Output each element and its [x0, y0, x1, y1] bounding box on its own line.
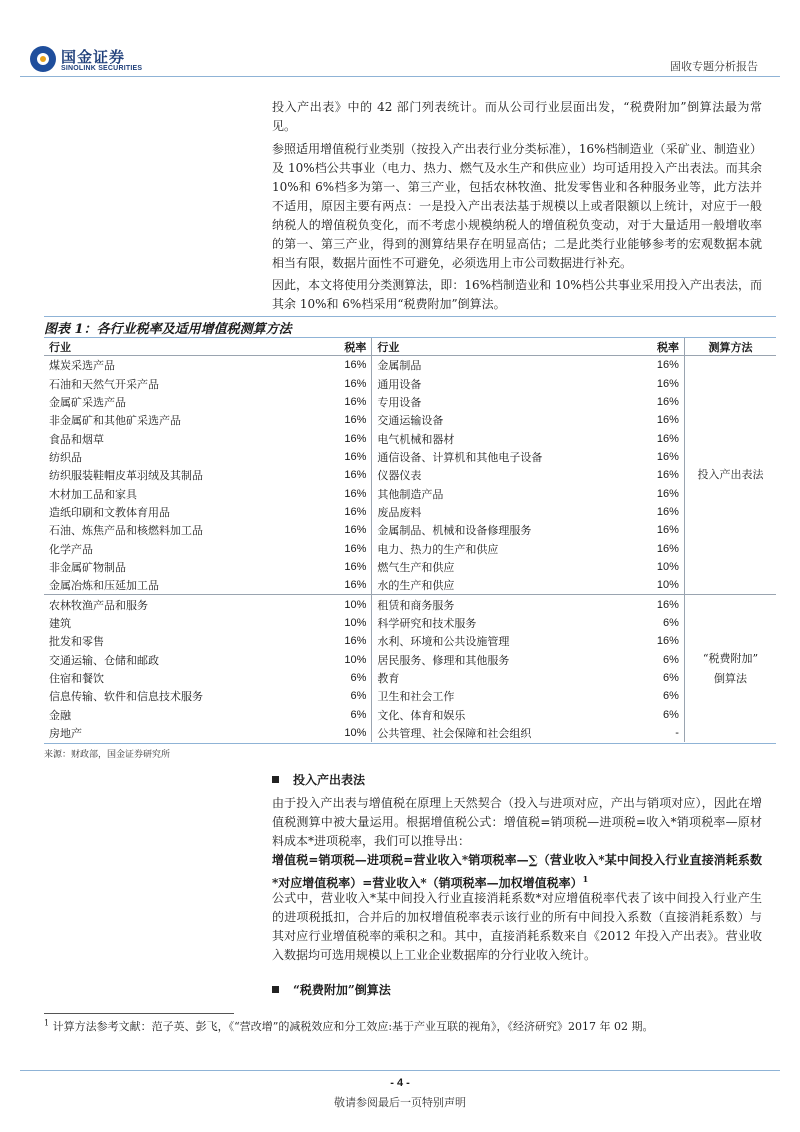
industry-cell: 专用设备	[377, 395, 422, 409]
industry-cell: 金属制品、机械和设备修理服务	[377, 524, 532, 538]
rate-cell: 16%	[626, 411, 684, 429]
rate-cell: 16%	[306, 374, 372, 392]
table-row	[44, 466, 776, 484]
rate-cell: 16%	[306, 393, 372, 411]
rate-cell: 6%	[626, 706, 684, 724]
industry-cell: 建筑	[49, 616, 71, 630]
industry-cell: 科学研究和技术服务	[377, 616, 477, 630]
rate-cell: 16%	[626, 429, 684, 447]
figure-title: 图表 1：各行业税率及适用增值税测算方法	[44, 322, 292, 337]
industry-cell: 居民服务、修理和其他服务	[377, 653, 510, 667]
table-row	[44, 576, 776, 595]
table-row	[44, 521, 776, 539]
rate-cell: 16%	[306, 484, 372, 502]
industry-cell: 金属制品	[377, 359, 422, 373]
rate-cell: 16%	[626, 632, 684, 650]
section1-paragraph-1: 由于投入产出表与增值税在原理上天然契合（投入与进项对应，产出与销项对应），因此在增值税测算中被大量运用。根据增值税公式：增值税=销项税—进项税=收入*销项税率—原材料成本*进项税率，我们可以推导出：	[272, 796, 762, 848]
industry-cell: 电力、热力的生产和供应	[377, 542, 499, 556]
table-row	[44, 429, 776, 447]
method-label: 倒算法	[713, 671, 747, 685]
footer-rule	[20, 1070, 780, 1071]
header-industry-right: 行业	[372, 338, 626, 356]
rate-cell: 16%	[626, 484, 684, 502]
table-row	[44, 669, 776, 687]
table-header-row	[44, 338, 776, 356]
table-row	[44, 539, 776, 557]
table-row	[44, 503, 776, 521]
table-row	[44, 687, 776, 705]
figure-top-rule	[44, 316, 776, 317]
paragraph-1: 投入产出表》中的 42 部门列表统计。而从公司行业层面出发，“税费附加”倒算法最为常见。	[272, 100, 762, 133]
table-row	[44, 614, 776, 632]
rate-cell: 6%	[626, 651, 684, 669]
industry-cell: 燃气生产和供应	[377, 560, 455, 574]
footnote: $^1$ 计算方法参考文献：范子英、彭飞，《“营改增”的减税效应和分工效应:基于产业互联的视角》，《经济研究》2017 年 02 期。	[44, 1018, 654, 1033]
company-name-cn: 国金证券	[61, 48, 126, 66]
rate-cell: 16%	[306, 576, 372, 595]
rate-cell: 16%	[306, 429, 372, 447]
industry-cell: 房地产	[49, 727, 82, 741]
table-row	[44, 484, 776, 502]
industry-cell: 文化、体育和娱乐	[377, 708, 466, 722]
rate-cell: 16%	[306, 448, 372, 466]
rate-cell: 16%	[306, 539, 372, 557]
table-row	[44, 411, 776, 429]
table-row	[44, 651, 776, 669]
industry-cell: 通用设备	[377, 377, 422, 391]
industry-cell: 交通运输、仓储和邮政	[49, 653, 159, 667]
rate-cell: 16%	[306, 356, 372, 375]
rate-cell: 16%	[306, 558, 372, 576]
industry-cell: 非金属矿和其他矿采选产品	[49, 414, 181, 428]
header-rule	[20, 76, 780, 77]
section-heading-io-method: 投入产出表法	[272, 771, 365, 788]
industry-cell: 造纸印刷和文教体育用品	[49, 505, 170, 519]
report-type: 固收专题分析报告	[670, 60, 758, 73]
header-rate-right: 税率	[626, 338, 684, 356]
figure-bottom-rule	[44, 743, 776, 744]
section-heading-tax-surcharge-method: “税费附加”倒算法	[272, 981, 391, 998]
rate-cell: -	[626, 724, 684, 742]
industry-cell: 农林牧渔产品和服务	[44, 595, 306, 614]
rate-cell: 6%	[306, 669, 372, 687]
method-label: “税费附加”	[702, 651, 759, 665]
industry-cell: 煤炭采选产品	[49, 359, 115, 373]
industry-cell: 金属矿采选产品	[49, 395, 126, 409]
rate-cell: 16%	[306, 466, 372, 484]
rate-cell: 16%	[306, 632, 372, 650]
industry-cell: 石油和天然气开采产品	[49, 377, 159, 391]
rate-cell: 6%	[306, 687, 372, 705]
industry-cell: 教育	[377, 672, 400, 686]
table-row	[44, 356, 776, 375]
tax-rate-table	[44, 338, 776, 742]
industry-cell: 废品废料	[377, 505, 422, 519]
table-row	[44, 393, 776, 411]
footnote-rule	[44, 1013, 234, 1014]
header-rate-left: 税率	[306, 338, 372, 356]
vat-formula: 增值税=销项税—进项税=营业收入*销项税率—∑（营业收入*某中间投入行业直接消耗系数*对应增值税率）=营业收入*（销项税率—加权增值税率）$^1$	[272, 853, 762, 890]
industry-cell: 金属冶炼和压延加工品	[49, 579, 159, 593]
rate-cell: 16%	[626, 466, 684, 484]
method-cell	[684, 356, 776, 595]
rate-cell: 16%	[626, 521, 684, 539]
rate-cell: 16%	[306, 503, 372, 521]
rate-cell: 10%	[306, 614, 372, 632]
rate-cell: 16%	[626, 539, 684, 557]
industry-cell: 石油、炼焦产品和核燃料加工品	[49, 524, 203, 538]
company-logo-icon	[30, 46, 56, 72]
rate-cell: 6%	[626, 687, 684, 705]
industry-cell: 租赁和商务服务	[372, 595, 626, 614]
rate-cell: 6%	[626, 669, 684, 687]
method-label: 投入产出表法	[697, 468, 764, 482]
industry-cell: 木材加工品和家具	[49, 487, 137, 501]
table-row	[44, 558, 776, 576]
industry-cell: 通信设备、计算机和其他电子设备	[377, 450, 543, 464]
rate-cell: 16%	[626, 503, 684, 521]
industry-cell: 水利、环境和公共设施管理	[377, 635, 510, 649]
bullet-square-icon	[272, 986, 279, 993]
rate-cell: 10%	[626, 558, 684, 576]
rate-cell: 10%	[306, 595, 372, 614]
rate-cell: 16%	[626, 356, 684, 375]
rate-cell: 16%	[626, 393, 684, 411]
industry-cell: 金融	[49, 708, 71, 722]
industry-cell: 化学产品	[49, 542, 93, 556]
industry-cell: 纺织服装鞋帽皮革羽绒及其制品	[49, 469, 203, 483]
industry-cell: 住宿和餐饮	[49, 672, 104, 686]
company-name-en: SINOLINK SECURITIES	[61, 65, 143, 72]
industry-cell: 批发和零售	[49, 635, 104, 649]
industry-cell: 非金属矿物制品	[49, 560, 126, 574]
industry-cell: 仪器仪表	[377, 469, 422, 483]
rate-cell: 16%	[306, 411, 372, 429]
page-number: - 4 -	[390, 1077, 410, 1089]
rate-cell: 10%	[306, 724, 372, 742]
header-industry-left: 行业	[44, 338, 306, 356]
table-row	[44, 706, 776, 724]
table-row	[44, 374, 776, 392]
rate-cell: 16%	[626, 374, 684, 392]
footnote-ref: 1	[582, 874, 589, 884]
rate-cell: 10%	[306, 651, 372, 669]
rate-cell: 16%	[626, 448, 684, 466]
disclaimer-note: 敬请参阅最后一页特别声明	[334, 1096, 466, 1109]
method-cell	[684, 595, 776, 742]
industry-cell: 卫生和社会工作	[377, 690, 455, 704]
industry-cell: 其他制造产品	[377, 487, 444, 501]
header-method: 测算方法	[684, 338, 776, 356]
rate-cell: 10%	[626, 576, 684, 595]
rate-cell: 6%	[306, 706, 372, 724]
table-row	[44, 448, 776, 466]
industry-cell: 纺织品	[49, 450, 82, 464]
rate-cell: 6%	[626, 614, 684, 632]
rate-cell: 16%	[306, 521, 372, 539]
table-row	[44, 724, 776, 742]
industry-cell: 电气机械和器材	[377, 432, 455, 446]
figure-source: 来源：财政部，国金证券研究所	[44, 750, 171, 760]
industry-cell: 交通运输设备	[377, 414, 444, 428]
table-row	[44, 632, 776, 650]
paragraph-2: 参照适用增值税行业类别（按投入产出表行业分类标准），16%档制造业（采矿业、制造业）及 10%档公共事业（电力、热力、燃气及水生产和供应业）均可适用投入产出表法。而其余 10%和 6%档多为第一、第三产业，包括农林牧渔、批发零售业和各种服务业等，此方法并不适用，原因主要有两点：一是投入产出表法基于规模以上或者限额以上统计，对应于一般纳税人的增值税负变化，而不考虑小规模纳税人的增值税负变动，对于大量适用一般增收率的第一、第三产业，得到的测算结果存在明显高估；二是此类行业能够参考的宏观数据本就相当有限，数据片面性不可避免，必须选用上市公司数据进行补充。	[272, 142, 762, 270]
industry-cell: 食品和烟草	[49, 432, 104, 446]
industry-cell: 信息传输、软件和信息技术服务	[49, 690, 203, 704]
section1-paragraph-2: 公式中，营业收入*某中间投入行业直接消耗系数*对应增值税率代表了该中间投入行业产生的进项税抵扣，合并后的加权增值税率表示该行业的所有中间投入系数（直接消耗系数）与其对应行业增值税率的乘积之和。其中，直接消耗系数来自《2012 年投入产出表》。营业收入数据均可选用规模以上工业企业数据库的分行业收入统计。	[272, 891, 762, 962]
industry-cell: 水的生产和供应	[377, 579, 455, 593]
rate-cell: 16%	[626, 595, 684, 614]
industry-cell: 公共管理、社会保障和社会组织	[377, 727, 532, 741]
paragraph-3: 因此，本文将使用分类测算法，即：16%档制造业和 10%档公共事业采用投入产出表法，而其余 10%和 6%档采用“税费附加”倒算法。	[272, 278, 762, 311]
table-row	[44, 595, 776, 614]
bullet-square-icon	[272, 776, 279, 783]
